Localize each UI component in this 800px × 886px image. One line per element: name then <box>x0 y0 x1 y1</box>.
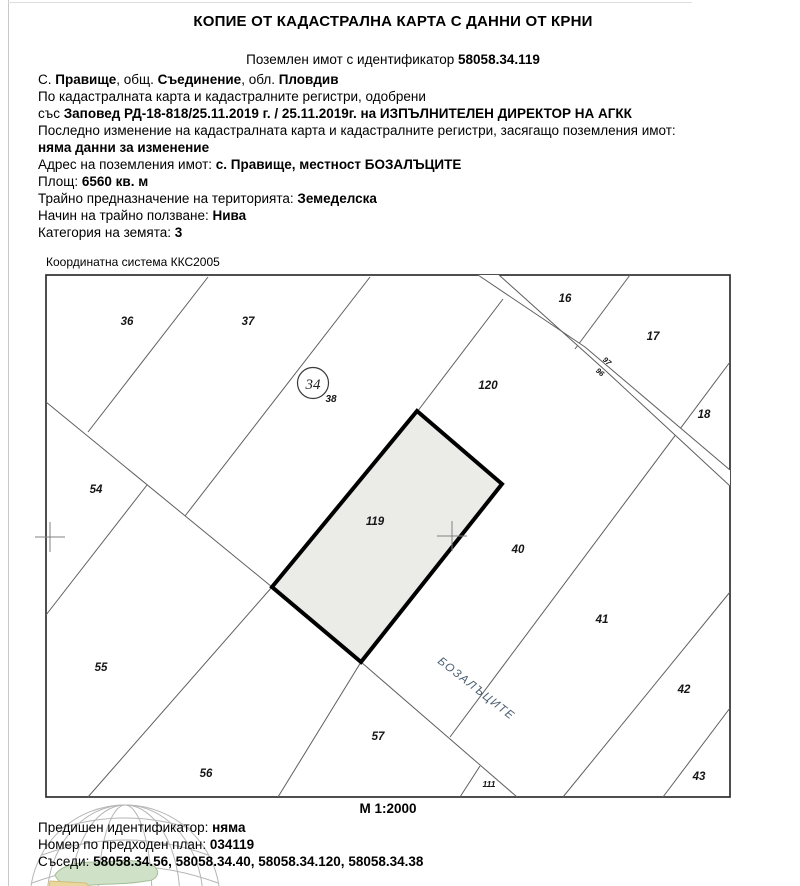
text-segment: няма данни за изменение <box>38 140 210 155</box>
parcel-label-37: 37 <box>241 316 255 328</box>
parcel-label-17: 17 <box>646 331 660 343</box>
text-segment: няма <box>212 820 246 835</box>
parcel-label-36: 36 <box>120 316 134 328</box>
text-segment: със <box>38 106 64 121</box>
parcel-label-57: 57 <box>371 731 385 743</box>
text-segment: 3 <box>174 225 183 240</box>
parcel-label-56: 56 <box>199 768 213 780</box>
text-segment: Правище <box>55 72 117 87</box>
document-title: КОПИЕ ОТ КАДАСТРАЛНА КАРТА С ДАННИ ОТ КРНИ <box>193 13 593 30</box>
text-segment: Номер по предходен план: <box>38 837 210 852</box>
footer-line-previous-id <box>38 819 768 836</box>
text-segment: С. <box>38 72 56 87</box>
text-segment: Съседи: <box>38 854 94 869</box>
text-segment: Пловдив <box>278 72 339 87</box>
highlighted-parcel-119 <box>272 411 502 662</box>
text-segment: Трайно предназначение на територията: <box>38 191 298 206</box>
text-segment: , общ. <box>116 72 158 87</box>
text-segment: 6560 кв. м <box>81 174 149 189</box>
region-circle-number: 34 <box>305 377 321 393</box>
text-segment: Последно изменение на кадастралната карта и кадастралните регистри, засягащо поземления имот: <box>38 123 676 138</box>
parcel-label-43: 43 <box>692 771 706 783</box>
text-segment: Площ: <box>38 174 82 189</box>
parcel-label-38: 38 <box>325 394 337 405</box>
parcel-label-120: 120 <box>478 380 498 392</box>
map-scale-label: М 1:2000 <box>359 801 417 816</box>
locality-name: БОЗАЛЪЦИТЕ <box>435 655 517 723</box>
text-segment: с. Правище, местност БОЗАЛЪЦИТЕ <box>215 157 462 172</box>
parcel-label-16: 16 <box>558 293 572 305</box>
parcel-label-119: 119 <box>365 516 385 528</box>
text-segment: 034119 <box>209 837 255 852</box>
parcel-label-42: 42 <box>677 684 691 696</box>
text-segment: Предишен идентификатор: <box>38 820 213 835</box>
parcel-label-54: 54 <box>89 484 103 496</box>
footer-line-previous-plan <box>38 836 768 853</box>
text-segment: Нива <box>212 208 247 223</box>
text-segment: По кадастралната карта и кадастралните регистри, одобрени <box>38 89 426 104</box>
text-segment: , обл. <box>241 72 279 87</box>
text-segment: Земеделска <box>297 191 377 206</box>
text-segment: Категория на земята: <box>38 225 175 240</box>
parcel-label-55: 55 <box>94 662 108 674</box>
document-footer <box>38 819 768 870</box>
footer-line-neighbours <box>38 853 768 870</box>
road-edge-lines <box>478 275 730 486</box>
text-segment: Съединение <box>157 72 242 87</box>
parcel-label-97: 97 <box>600 355 614 368</box>
parcel-label-41: 41 <box>595 614 609 626</box>
text-segment: Заповед РД-18-818/25.11.2019 г. / 25.11.2019г. на ИЗПЪЛНИТЕЛЕН ДИРЕКТОР НА АГКК <box>63 106 632 121</box>
text-segment: 58058.34.56, 58058.34.40, 58058.34.120, 58058.34.38 <box>93 854 424 869</box>
parcel-label-18: 18 <box>697 409 711 421</box>
coordinate-system-label: Координатна система ККС2005 <box>46 255 220 269</box>
road-band <box>478 275 730 486</box>
parcel-label-111: 111 <box>482 779 496 789</box>
text-segment: Адрес на поземления имот: <box>38 157 216 172</box>
text-segment: 58058.34.119 <box>458 52 540 67</box>
text-segment: Начин на трайно ползване: <box>38 208 213 223</box>
parcel-label-40: 40 <box>511 544 525 556</box>
text-segment: Поземлен имот с идентификатор <box>246 52 459 67</box>
parcel-label-96: 96 <box>593 366 607 379</box>
